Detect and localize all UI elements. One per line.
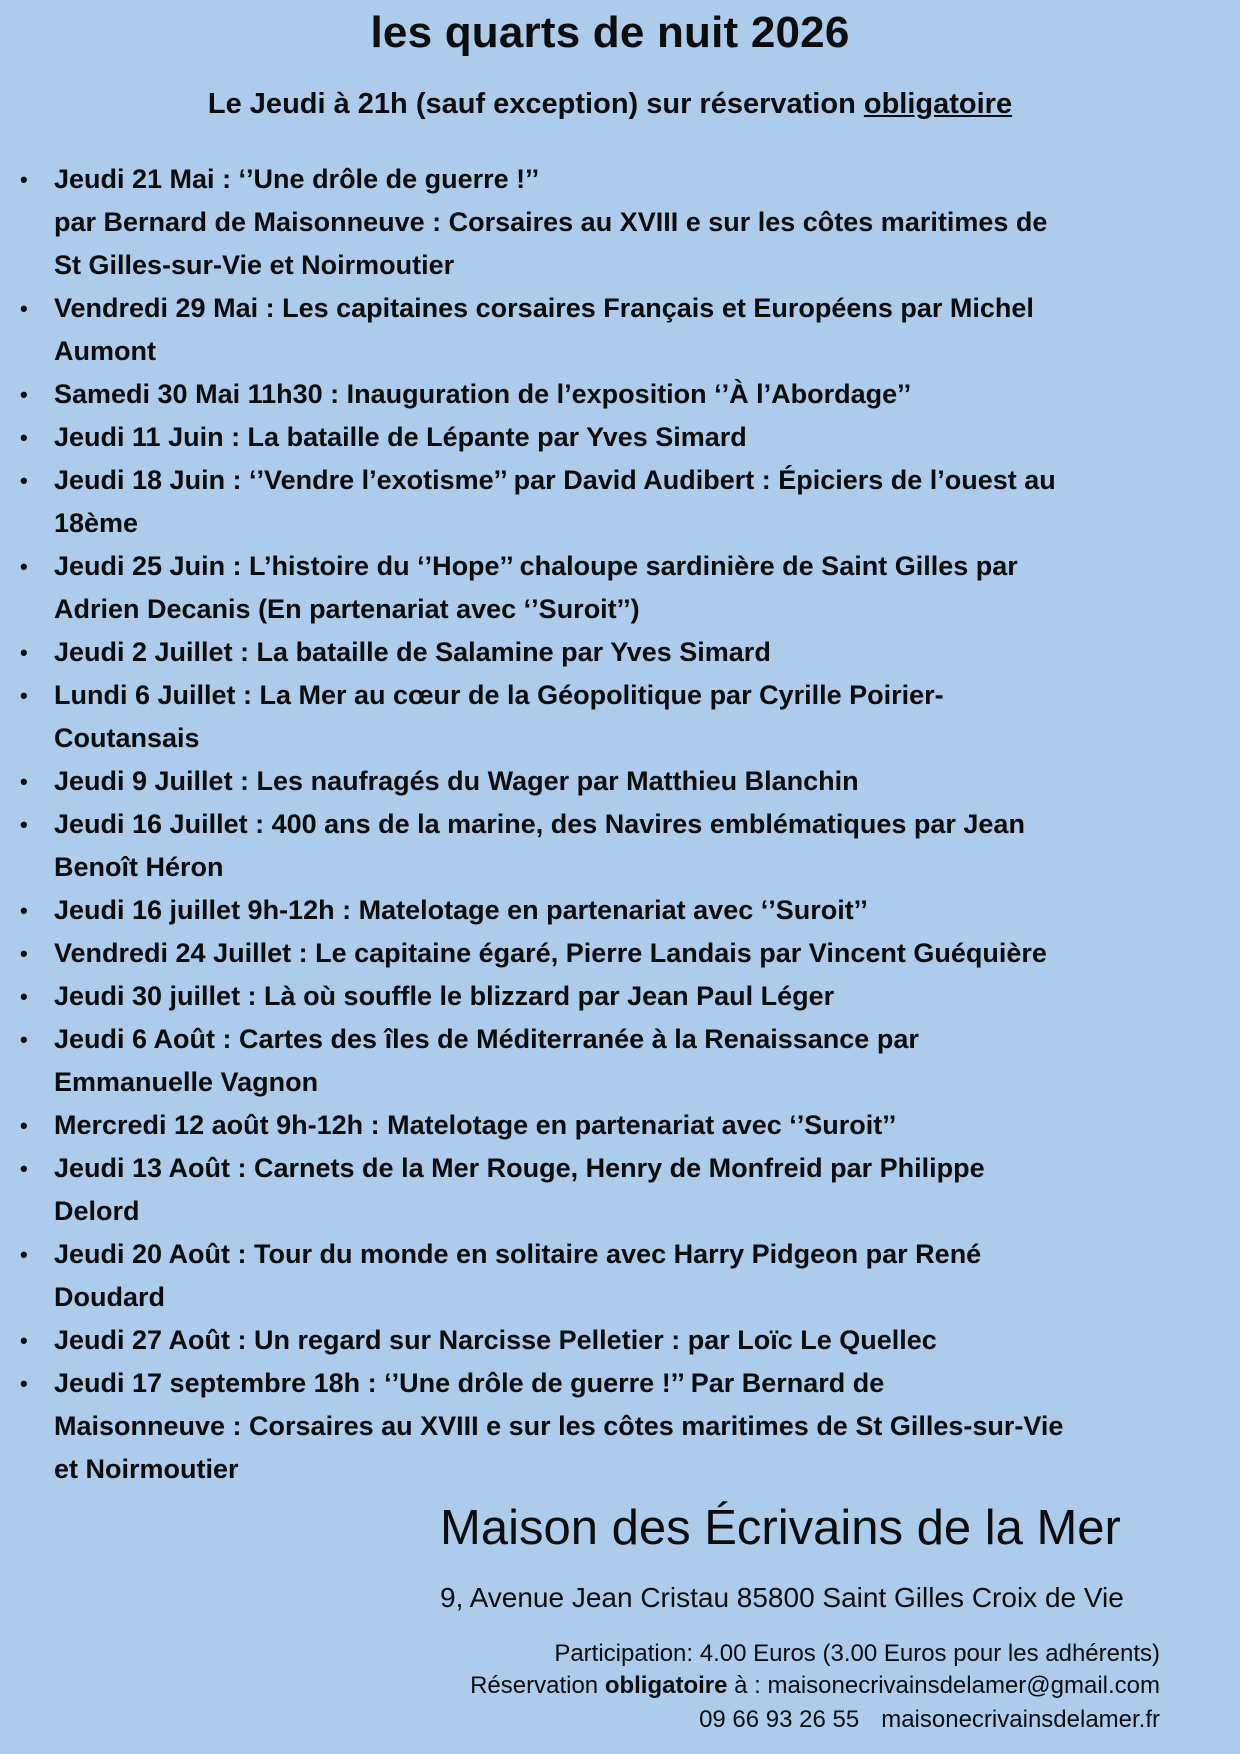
reservation-bold: obligatoire [604, 1672, 728, 1699]
reservation-prefix: Réservation [470, 1672, 605, 1699]
reservation-email: à : maisonecrivainsdelamer@gmail.com [727, 1672, 1160, 1699]
event-item [54, 889, 1170, 932]
event-item [54, 760, 1170, 803]
participation-info: Participation: 4.00 Euros (3.00 Euros pour les adhérents) [554, 1640, 1160, 1667]
reservation-info [470, 1672, 1160, 1700]
page-title: les quarts de nuit 2026 [370, 8, 850, 57]
event-line: • Jeudi 11 Juin : La bataille de Lépante par Yves Simard [54, 422, 747, 452]
contact-info [699, 1706, 1160, 1734]
event-line: • Vendredi 24 Juillet : Le capitaine égaré, Pierre Landais par Vincent Guéquière [54, 938, 1047, 968]
event-item [54, 1362, 1170, 1491]
event-line: Aumont [54, 336, 156, 366]
event-line: • Jeudi 16 Juillet : 400 ans de la marine, des Navires emblématiques par Jean [54, 809, 1025, 839]
event-item [54, 1104, 1170, 1147]
event-line: Coutansais [54, 723, 200, 753]
organization-name: Maison des Écrivains de la Mer [440, 1501, 1121, 1555]
event-item [54, 674, 1170, 760]
event-item [54, 459, 1170, 545]
phone-number: 09 66 93 26 55 [699, 1706, 860, 1733]
event-item [54, 416, 1170, 459]
event-list [0, 158, 1170, 1491]
event-item [54, 287, 1170, 373]
event-line: par Bernard de Maisonneuve : Corsaires au XVIII e sur les côtes maritimes de [54, 207, 1048, 237]
subtitle-emphasis: obligatoire [863, 88, 1013, 120]
event-item [54, 1018, 1170, 1104]
event-line: Delord [54, 1196, 140, 1226]
event-item [54, 932, 1170, 975]
event-line: • Jeudi 27 Août : Un regard sur Narcisse Pelletier : par Loïc Le Quellec [54, 1325, 937, 1355]
event-line: St Gilles-sur-Vie et Noirmoutier [54, 250, 455, 280]
event-line: • Jeudi 16 juillet 9h-12h : Matelotage en partenariat avec ‘’Suroit’’ [54, 895, 868, 925]
event-item [54, 158, 1170, 287]
organization-address: 9, Avenue Jean Cristau 85800 Saint Gilles Croix de Vie [440, 1582, 1124, 1613]
event-item [54, 975, 1170, 1018]
event-line: et Noirmoutier [54, 1454, 239, 1484]
event-item [54, 1233, 1170, 1319]
event-line: • Jeudi 9 Juillet : Les naufragés du Wager par Matthieu Blanchin [54, 766, 859, 796]
event-line: • Vendredi 29 Mai : Les capitaines corsaires Français et Européens par Michel [54, 293, 1034, 323]
subtitle-text: Le Jeudi à 21h (sauf exception) sur réservation [207, 88, 864, 120]
event-item [54, 631, 1170, 674]
event-item [54, 1147, 1170, 1233]
event-line: Benoît Héron [54, 852, 224, 882]
page-subtitle [0, 88, 1220, 121]
event-line: Doudard [54, 1282, 165, 1312]
event-line: Emmanuelle Vagnon [54, 1067, 319, 1097]
event-line: • Jeudi 25 Juin : L’histoire du ‘’Hope’’ chaloupe sardinière de Saint Gilles par [54, 551, 1018, 581]
event-line: • Samedi 30 Mai 11h30 : Inauguration de l’exposition ‘’À l’Abordage’’ [54, 379, 912, 409]
event-line: • Mercredi 12 août 9h-12h : Matelotage en partenariat avec ‘’Suroit’’ [54, 1110, 897, 1140]
event-item [54, 803, 1170, 889]
event-line: Adrien Decanis (En partenariat avec ‘’Suroit’’) [54, 594, 640, 624]
event-line: • Jeudi 20 Août : Tour du monde en solitaire avec Harry Pidgeon par René [54, 1239, 982, 1269]
event-item [54, 1319, 1170, 1362]
website: maisonecrivainsdelamer.fr [881, 1706, 1160, 1733]
event-line: • Jeudi 18 Juin : ‘’Vendre l’exotisme’’ par David Audibert : Épiciers de l’ouest au [54, 465, 1056, 495]
event-line: • Jeudi 21 Mai : ‘’Une drôle de guerre !’’ [54, 164, 540, 194]
event-line: • Jeudi 30 juillet : Là où souffle le blizzard par Jean Paul Léger [54, 981, 835, 1011]
event-item [54, 545, 1170, 631]
event-line: • Jeudi 2 Juillet : La bataille de Salamine par Yves Simard [54, 637, 771, 667]
event-item [54, 373, 1170, 416]
event-line: Maisonneuve : Corsaires au XVIII e sur les côtes maritimes de St Gilles-sur-Vie [54, 1411, 1064, 1441]
event-line: • Jeudi 17 septembre 18h : ‘’Une drôle de guerre !’’ Par Bernard de [54, 1368, 885, 1398]
event-line: 18ème [54, 508, 139, 538]
event-line: • Jeudi 13 Août : Carnets de la Mer Rouge, Henry de Monfreid par Philippe [54, 1153, 985, 1183]
event-line: • Lundi 6 Juillet : La Mer au cœur de la Géopolitique par Cyrille Poirier- [54, 680, 944, 710]
event-line: • Jeudi 6 Août : Cartes des îles de Méditerranée à la Renaissance par [54, 1024, 919, 1054]
